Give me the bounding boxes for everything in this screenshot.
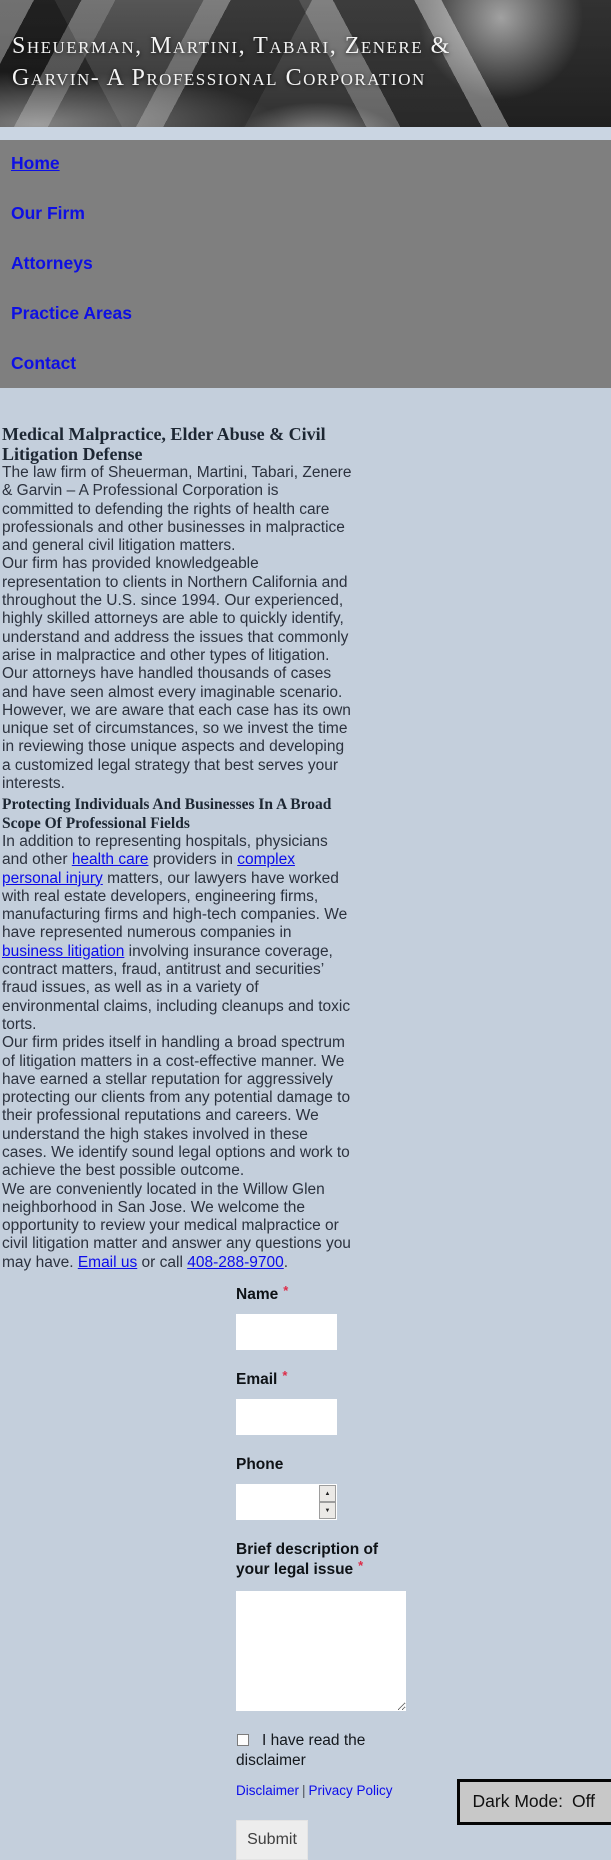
body-paragraph: In addition to representing hospitals, physicians and other health care providers in complex personal injury matters, our lawyers have worked with real estate developers, engineering firms, manufacturing firms and high-tech companies. We have represented numerous companies in business litigation involving insurance coverage, contract matters, fraud, antitrust and securities’ fraud issues, as well as in a variety of environmental claims, including cleanups and toxic torts. — [2, 832, 351, 1033]
sub-heading: Protecting Individuals And Businesses In A Broad Scope Of Professional Fields — [2, 796, 332, 832]
required-asterisk: * — [358, 1558, 364, 1574]
content-link-408-288-9700[interactable]: 408-288-9700 — [187, 1253, 284, 1271]
intro-text — [2, 464, 354, 1272]
description-textarea[interactable] — [236, 1591, 406, 1711]
body-paragraph: Our firm prides itself in handling a broad spectrum of litigation matters in a cost-effective manner. We have earned a stellar reputation for aggressively protecting our clients from any potential damage to their professional reputations and careers. We understand the high stakes involved in these cases. We identify sound legal options and work to achieve the best possible outcome. — [2, 1034, 351, 1180]
body-paragraph: The law firm of Sheuerman, Martini, Tabari, Zenere & Garvin – A Professional Corporation is committed to defending the rights of health care professionals and other businesses in malpractice and general civil litigation matters. — [2, 464, 352, 555]
content-link-business-litigation[interactable]: business litigation — [2, 942, 125, 960]
spinner-up-icon[interactable]: ▲ — [319, 1485, 336, 1502]
content-link-health-care[interactable]: health care — [71, 851, 149, 869]
nav-link-home[interactable]: Home — [11, 153, 60, 173]
phone-field — [236, 1484, 337, 1520]
site-title-line1: Sheuerman, Martini, Tabari, Zenere & — [12, 33, 451, 59]
body-paragraph: Our firm has provided knowledgeable representation to clients in Northern California and throughout the U.S. since 1994. Our experienced, highly skilled attorneys are able to quickly identify, understand and address the issues that commonly arise in malpractice and other types of litigation. — [2, 555, 349, 664]
nav-link-contact[interactable]: Contact — [11, 353, 77, 373]
number-spinner — [319, 1485, 336, 1519]
privacy-policy-link[interactable]: Privacy Policy — [308, 1783, 393, 1799]
site-title — [12, 30, 451, 94]
submit-button[interactable]: Submit — [236, 1820, 308, 1860]
dark-mode-toggle[interactable] — [457, 1779, 611, 1825]
disclaimer-checkbox[interactable] — [237, 1734, 249, 1746]
content-link-email-us[interactable]: Email us — [77, 1253, 138, 1271]
body-paragraph: We are conveniently located in the Willow Glen neighborhood in San Jose. We welcome the opportunity to review your medical malpractice or civil litigation matter and answer any questions you may have. Email us or call 408-288-9700. — [2, 1180, 351, 1271]
required-asterisk: * — [282, 1368, 288, 1384]
email-label: Email * — [236, 1368, 288, 1389]
disclaimer-checkbox-label: I have read the disclaimer — [236, 1732, 366, 1770]
links-separator: | — [302, 1783, 306, 1799]
nav-link-our-firm[interactable]: Our Firm — [11, 203, 85, 223]
name-label: Name * — [236, 1283, 289, 1304]
contact-form — [236, 1285, 408, 1860]
legal-links — [236, 1783, 408, 1799]
main-nav — [0, 140, 611, 388]
nav-link-practice-areas[interactable]: Practice Areas — [11, 303, 132, 323]
name-input[interactable] — [236, 1314, 337, 1350]
page-heading: Medical Malpractice, Elder Abuse & Civil Litigation Defense — [2, 424, 326, 464]
disclaimer-link[interactable]: Disclaimer — [236, 1783, 300, 1799]
header-divider — [0, 127, 611, 140]
body-paragraph: Our attorneys have handled thousands of cases and have seen almost every imaginable scenario. However, we are aware that each case has its own unique set of circumstances, so we invest the time in reviewing those unique aspects and developing a customized legal strategy that best serves your interests. — [2, 665, 351, 793]
description-label: Brief description of your legal issue * — [236, 1541, 379, 1579]
dark-mode-label: Dark Mode: — [472, 1791, 563, 1811]
spinner-down-icon[interactable]: ▼ — [319, 1502, 336, 1519]
content-link-complex-personal-injury[interactable]: complex personal injury — [2, 851, 295, 887]
site-title-line2: Garvin- A Professional Corporation — [12, 65, 426, 91]
email-input[interactable] — [236, 1399, 337, 1435]
nav-link-attorneys[interactable]: Attorneys — [11, 253, 93, 273]
site-header — [0, 0, 611, 127]
disclaimer-checkbox-row — [236, 1731, 408, 1771]
main-content — [0, 388, 611, 1860]
dark-mode-state: Off — [571, 1791, 595, 1811]
phone-label: Phone — [236, 1456, 284, 1474]
required-asterisk: * — [283, 1283, 289, 1299]
